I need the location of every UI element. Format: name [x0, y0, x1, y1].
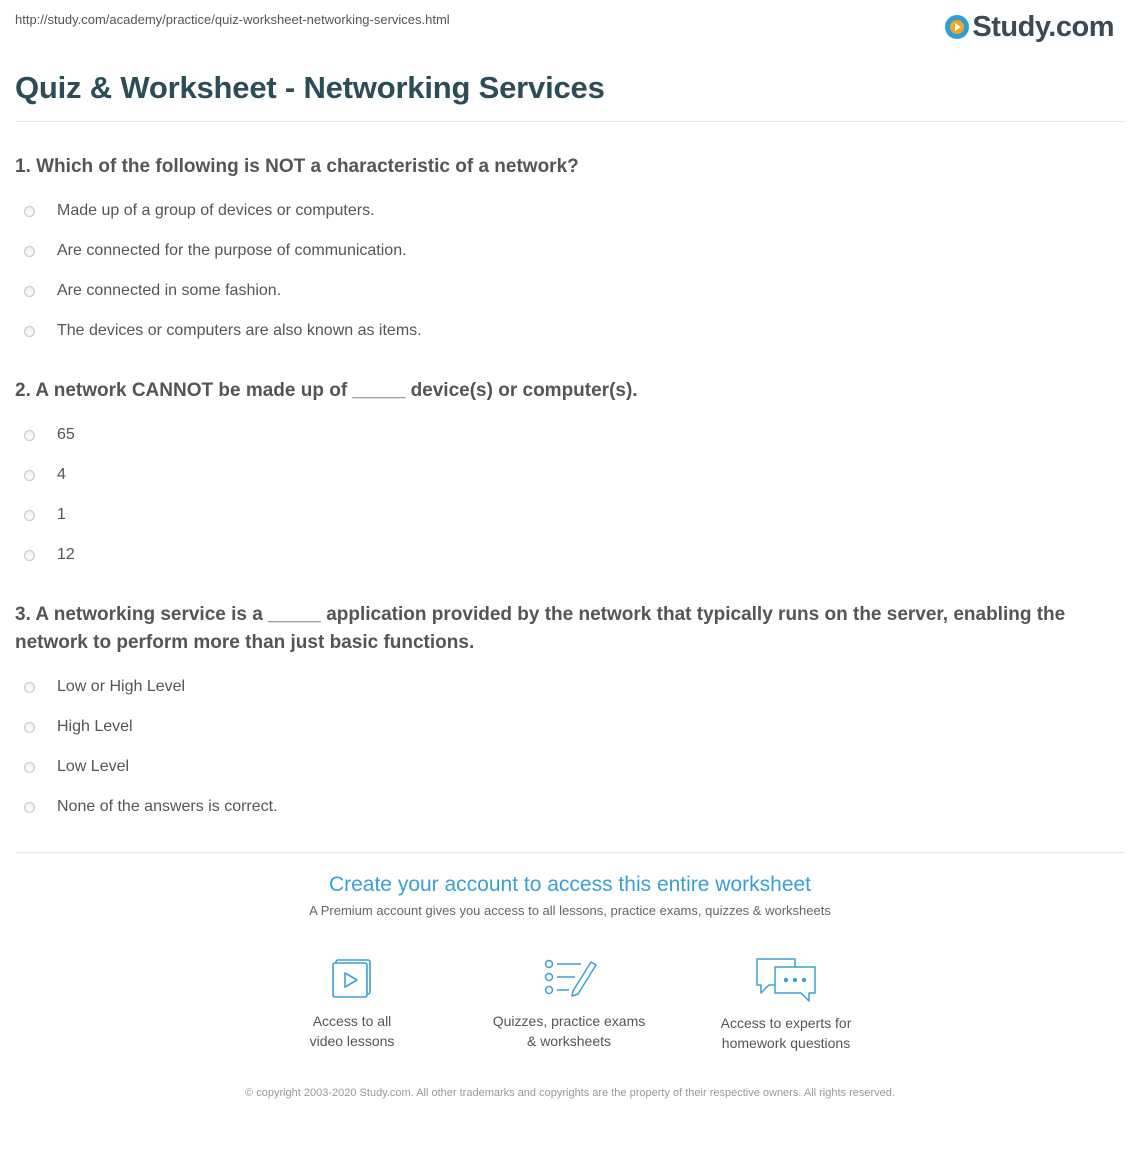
answer-option[interactable] [15, 311, 1114, 351]
page-title: Quiz & Worksheet - Networking Services [15, 70, 605, 105]
option-label: 4 [57, 466, 66, 483]
answer-option[interactable] [15, 747, 1114, 787]
option-label: Low or High Level [57, 678, 186, 695]
radio-button[interactable] [24, 430, 35, 441]
cta-title-link[interactable]: Create your account to access this entire worksheet [328, 873, 812, 896]
radio-button[interactable] [24, 762, 35, 773]
answer-options [15, 415, 1114, 575]
answer-option[interactable] [15, 271, 1114, 311]
premium-cta [0, 873, 1140, 918]
answer-option[interactable] [15, 707, 1114, 747]
radio-button[interactable] [24, 206, 35, 217]
feature-video-lessons [242, 955, 462, 1051]
feature-label-line: video lessons [309, 1033, 395, 1049]
radio-button[interactable] [24, 286, 35, 297]
radio-button[interactable] [24, 550, 35, 561]
option-label: The devices or computers are also known as items. [57, 322, 422, 339]
play-logo-icon [945, 15, 969, 39]
radio-button[interactable] [24, 722, 35, 733]
answer-option[interactable] [15, 231, 1114, 271]
cta-subtitle: A Premium account gives you access to all lessons, practice exams, quizzes & worksheets [309, 903, 831, 918]
feature-label-line: Quizzes, practice exams [492, 1013, 646, 1029]
feature-label-line: homework questions [721, 1035, 851, 1051]
feature-label-line: Access to all [312, 1013, 392, 1029]
option-label: 65 [57, 426, 75, 443]
answer-option[interactable] [15, 455, 1114, 495]
question-text: 3. A networking service is a _____ application provided by the network that typically runs on the server, enabling the network to perform more than just basic functions. [15, 604, 1066, 653]
radio-button[interactable] [24, 246, 35, 257]
radio-button[interactable] [24, 326, 35, 337]
answer-option[interactable] [15, 787, 1114, 827]
title-divider [15, 121, 1125, 122]
option-label: Low Level [57, 758, 130, 775]
page-url: http://study.com/academy/practice/quiz-worksheet-networking-services.html [15, 12, 450, 27]
option-label: Are connected for the purpose of communication. [57, 242, 407, 259]
feature-label [676, 1013, 896, 1053]
feature-quizzes [459, 955, 679, 1051]
radio-button[interactable] [24, 470, 35, 481]
answer-option[interactable] [15, 535, 1114, 575]
top-bar [15, 12, 1120, 42]
question-1 [15, 153, 1114, 351]
feature-label-line: Access to experts for [720, 1015, 852, 1031]
logo-text: Study.com [972, 10, 1114, 43]
answer-option[interactable] [15, 191, 1114, 231]
feature-label-line: & worksheets [526, 1033, 612, 1049]
feature-label [242, 1011, 462, 1051]
answer-option[interactable] [15, 495, 1114, 535]
copyright-notice: © copyright 2003-2020 Study.com. All other trademarks and copyrights are the property of their respective owners. All rights reserved. [245, 1087, 895, 1099]
chat-experts-icon [753, 955, 819, 1003]
option-label: High Level [57, 718, 133, 735]
video-lesson-icon [322, 955, 382, 1001]
radio-button[interactable] [24, 802, 35, 813]
question-2 [15, 377, 1114, 575]
option-label: Made up of a group of devices or computers. [57, 202, 375, 219]
study-logo[interactable] [945, 12, 1114, 42]
answer-options [15, 191, 1114, 351]
quiz-checklist-icon [539, 955, 599, 1001]
answer-options [15, 667, 1114, 827]
feature-label [459, 1011, 679, 1051]
question-3 [15, 601, 1114, 827]
option-label: 12 [57, 546, 75, 563]
answer-option[interactable] [15, 667, 1114, 707]
radio-button[interactable] [24, 682, 35, 693]
feature-experts [676, 955, 896, 1053]
question-text: 1. Which of the following is NOT a characteristic of a network? [15, 156, 579, 177]
question-text: 2. A network CANNOT be made up of _____ device(s) or computer(s). [15, 380, 638, 401]
cta-divider [15, 852, 1125, 853]
option-label: Are connected in some fashion. [57, 282, 282, 299]
feature-list [0, 955, 1140, 1065]
radio-button[interactable] [24, 510, 35, 521]
option-label: None of the answers is correct. [57, 798, 278, 815]
answer-option[interactable] [15, 415, 1114, 455]
option-label: 1 [57, 506, 66, 523]
